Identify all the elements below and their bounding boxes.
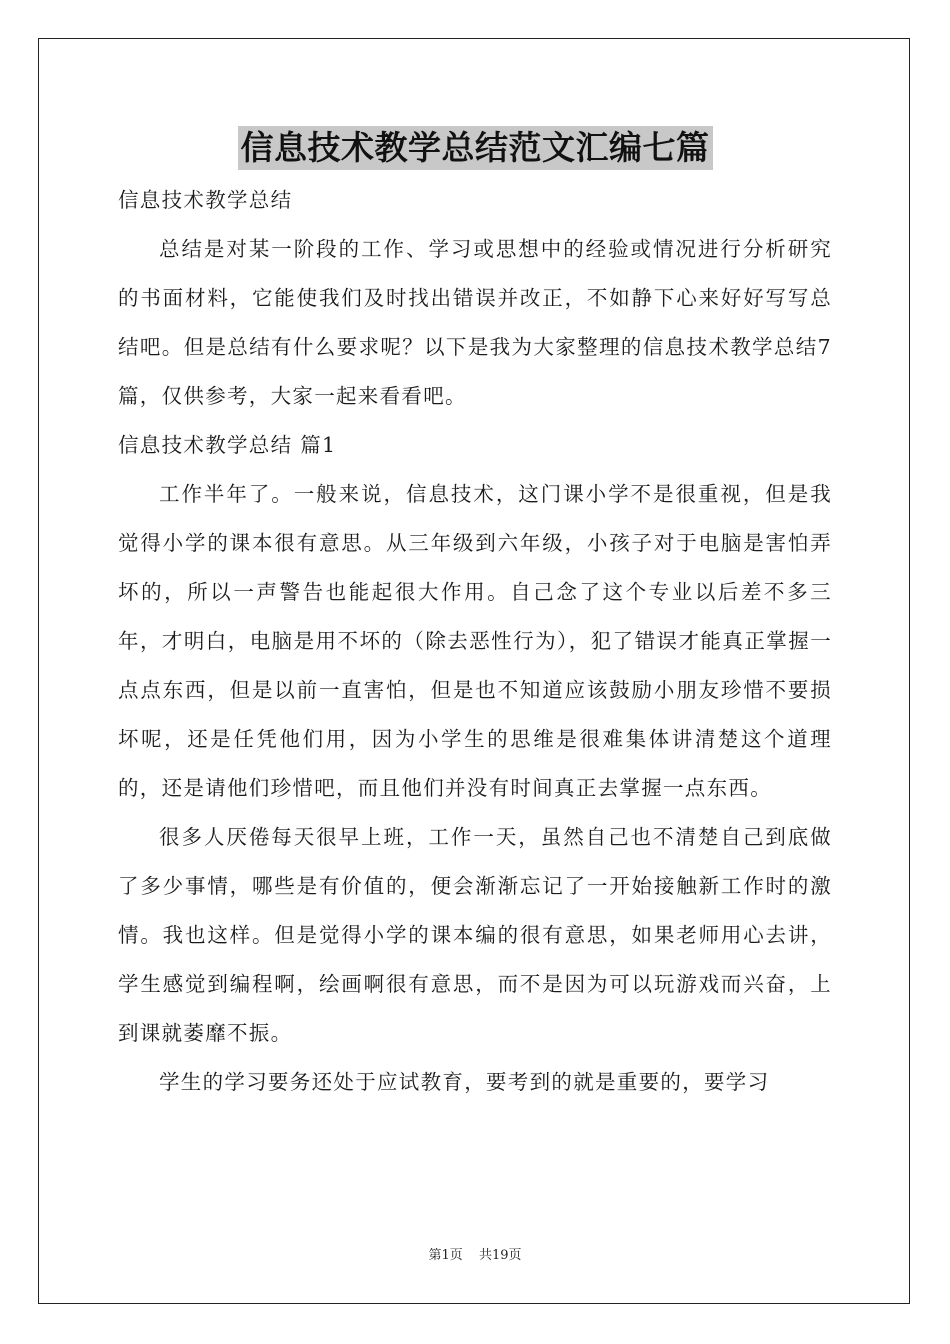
page-number: 第1页 — [428, 1248, 463, 1263]
section-heading: 信息技术教学总结 — [118, 188, 293, 212]
total-pages: 共19页 — [478, 1248, 522, 1263]
article-heading: 信息技术教学总结 篇1 — [118, 433, 337, 457]
intro-paragraph: 总结是对某一阶段的工作、学习或思想中的经验或情况进行分析研究的书面材料，它能使我们及时找出错误并改正，不如静下心来好好写写总结吧。但是总结有什么要求呢？以下是我为大家整理的信息技术教学总结7篇，仅供参考，大家一起来看看吧。 — [118, 237, 832, 408]
body-paragraph-1: 工作半年了。一般来说，信息技术，这门课小学不是很重视，但是我觉得小学的课本很有意思。从三年级到六年级，小孩子对于电脑是害怕弄坏的，所以一声警告也能起很大作用。自己念了这个专业以后差不多三年，才明白，电脑是用不坏的（除去恶性行为），犯了错误才能真正掌握一点点东西，但是以前一直害怕，但是也不知道应该鼓励小朋友珍惜不要损坏呢，还是任凭他们用，因为小学生的思维是很难集体讲清楚这个道理的，还是请他们珍惜吧，而且他们并没有时间真正去掌握一点东西。 — [118, 482, 832, 800]
body-paragraph-2: 很多人厌倦每天很早上班，工作一天，虽然自己也不清楚自己到底做了多少事情，哪些是有价值的，便会渐渐忘记了一开始接触新工作时的激情。我也这样。但是觉得小学的课本编的很有意思，如果老师用心去讲，学生感觉到编程啊，绘画啊很有意思，而不是因为可以玩游戏而兴奋，上到课就萎靡不振。 — [118, 825, 832, 1045]
document-body — [118, 176, 832, 1107]
document-title: 信息技术教学总结范文汇编七篇 — [238, 126, 713, 170]
body-paragraph-3: 学生的学习要务还处于应试教育，要考到的就是重要的，要学习 — [159, 1070, 770, 1094]
page-footer — [0, 1244, 950, 1263]
title-container — [0, 126, 950, 170]
